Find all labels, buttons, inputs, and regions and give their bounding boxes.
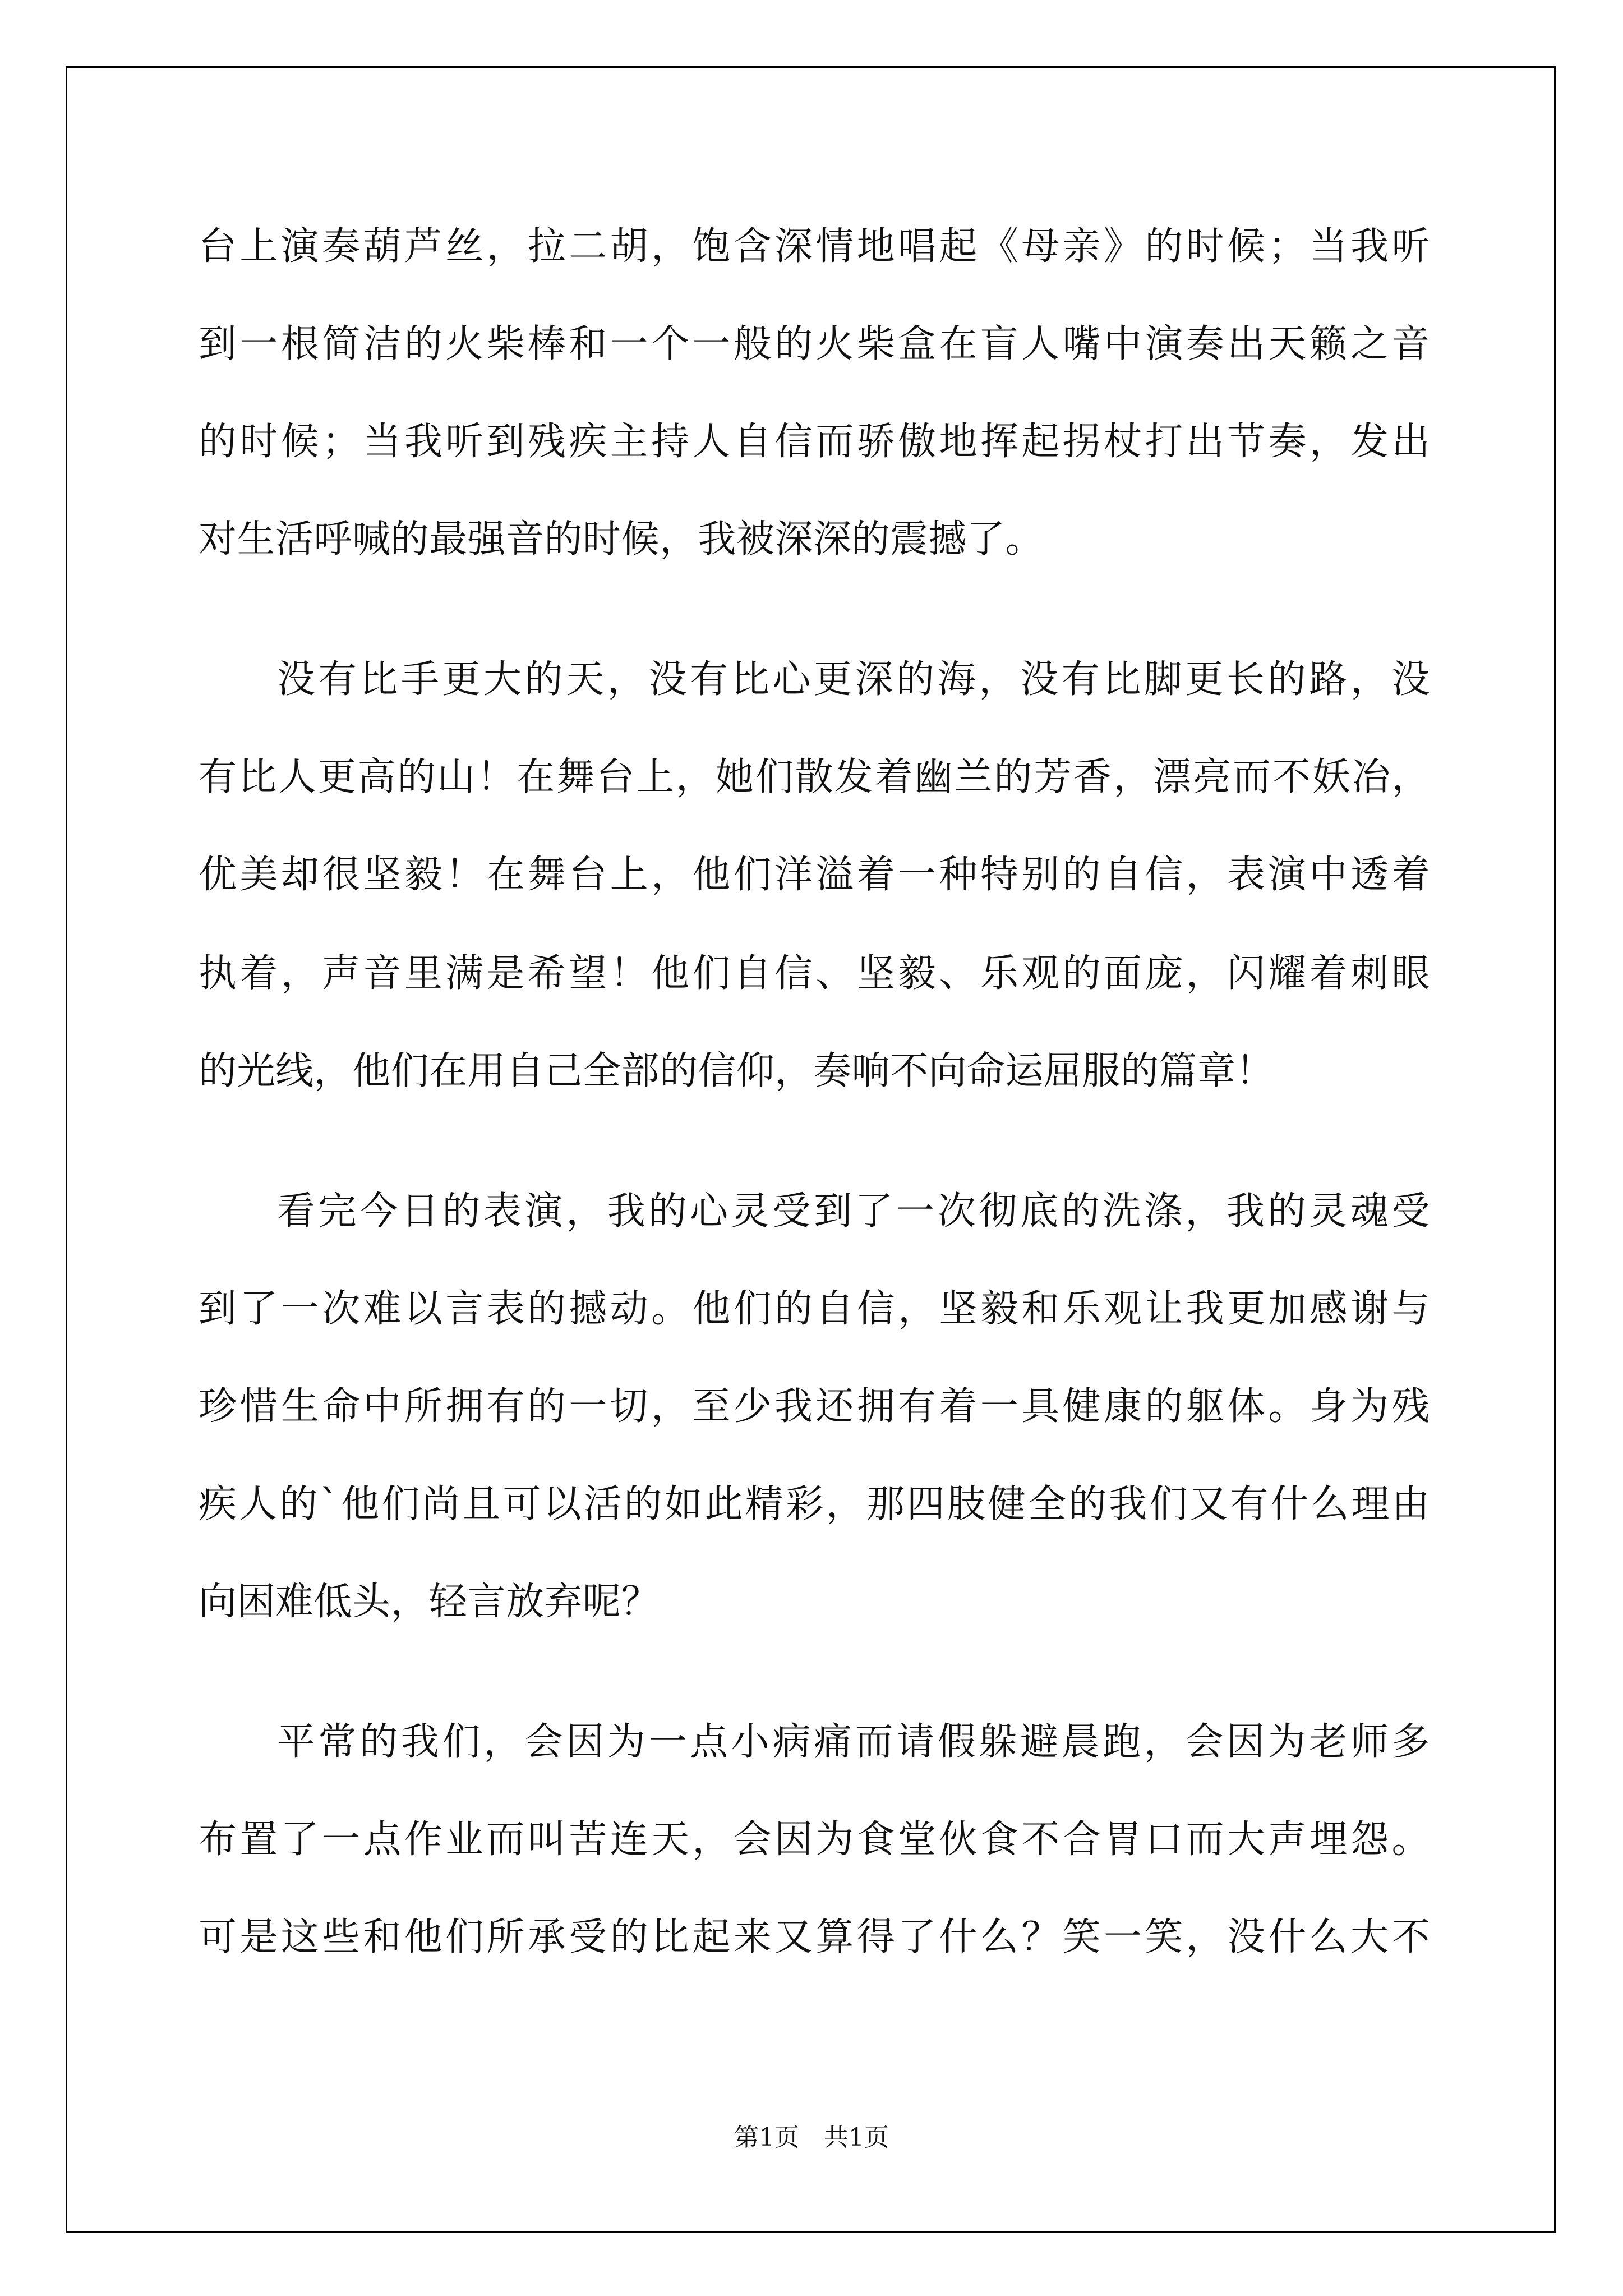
paragraph-first-line: 看完今日的表演，我的心灵受到了一次彻底的洗涤，我的灵魂受 xyxy=(277,1189,1430,1234)
text-line: 向困难低头，轻言放弃呢？ xyxy=(199,1580,660,1624)
text-line: 优美却很坚毅！在舞台上，他们洋溢着一种特别的自信，表演中透着 xyxy=(199,853,1430,897)
text-line: 布置了一点作业而叫苦连天，会因为食堂伙食不合胃口而大声埋怨。 xyxy=(199,1818,1430,1862)
text-line: 有比人更高的山！在舞台上，她们散发着幽兰的芳香，漂亮而不妖冶， xyxy=(199,755,1430,799)
paragraph-first-line: 平常的我们，会因为一点小病痛而请假躲避晨跑，会因为老师多 xyxy=(277,1720,1430,1764)
page-border xyxy=(66,66,1556,2233)
text-line: 到一根简洁的火柴棒和一个一般的火柴盒在盲人嘴中演奏出天籁之音 xyxy=(199,322,1430,366)
text-line: 对生活呼喊的最强音的时候，我被深深的震撼了。 xyxy=(199,517,1044,562)
paragraph-first-line: 没有比手更大的天，没有比心更深的海，没有比脚更长的路，没 xyxy=(277,657,1430,702)
text-line: 执着，声音里满是希望！他们自信、坚毅、乐观的面庞，闪耀着刺眼 xyxy=(199,951,1430,996)
text-line: 的光线，他们在用自己全部的信仰，奏响不向命运屈服的篇章！ xyxy=(199,1049,1275,1093)
text-line: 的时候；当我听到残疾主持人自信而骄傲地挥起拐杖打出节奏，发出 xyxy=(199,420,1430,464)
text-line: 可是这些和他们所承受的比起来又算得了什么？笑一笑，没什么大不 xyxy=(199,1915,1430,1959)
text-line: 台上演奏葫芦丝，拉二胡，饱含深情地唱起《母亲》的时候；当我听 xyxy=(199,224,1430,269)
text-line: 珍惜生命中所拥有的一切，至少我还拥有着一具健康的躯体。身为残 xyxy=(199,1384,1430,1429)
text-line: 到了一次难以言表的撼动。他们的自信，坚毅和乐观让我更加感谢与 xyxy=(199,1287,1430,1331)
page-footer: 第1页 共1页 xyxy=(734,2123,889,2152)
text-line: 疾人的`他们尚且可以活的如此精彩，那四肢健全的我们又有什么理由 xyxy=(199,1482,1430,1526)
